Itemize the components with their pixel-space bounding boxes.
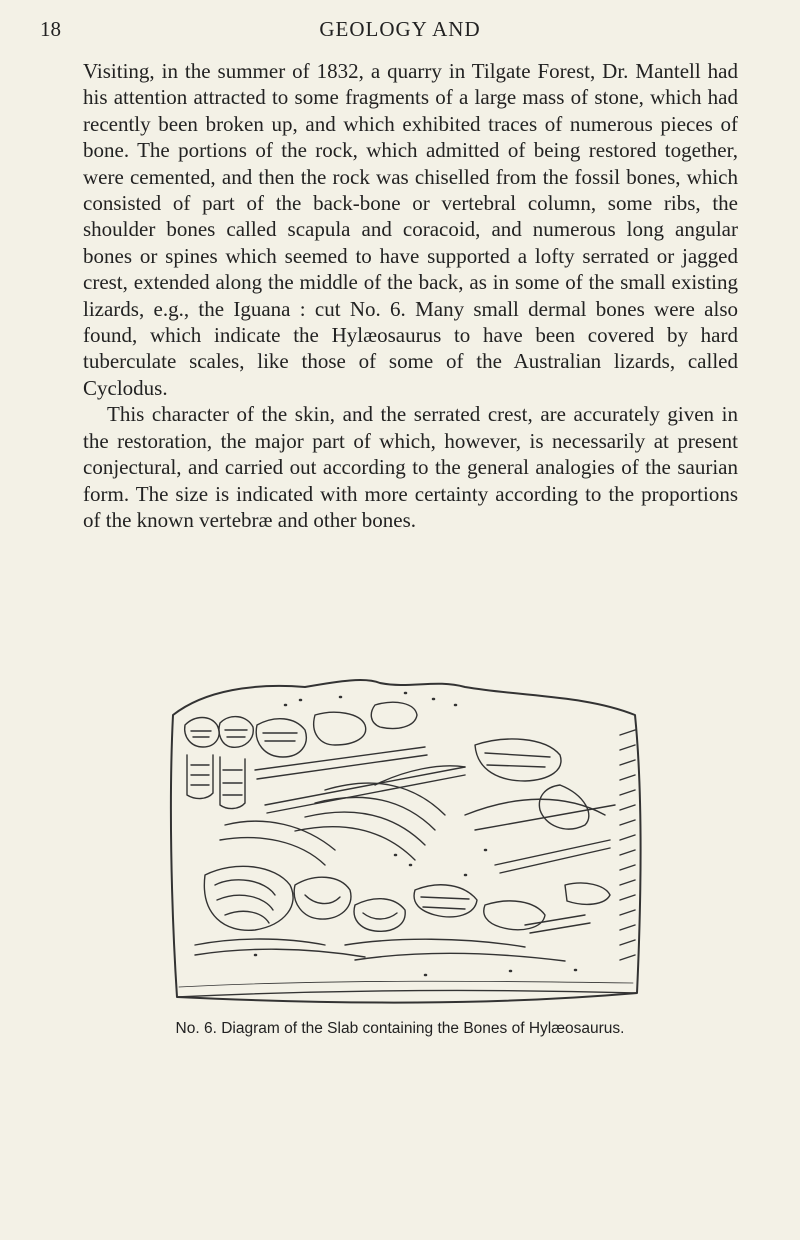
slab-diagram-illustration [165,675,655,1015]
figure-caption: No. 6. Diagram of the Slab containing the Bones of Hylæosaurus. [175,1020,625,1037]
paragraph-1: Visiting, in the summer of 1832, a quarry in Tilgate Forest, Dr. Mantell had his attention attracted to some fragments of a large mass of stone, which had recently been broken up, and which exhibited traces of numerous pieces of bone. The portions of the rock, which admitted of being restored together, were cemented, and then the rock was chiselled from the fossil bones, which consisted of part of the back-bone or vertebral column, some ribs, the shoulder bones called scapula and coracoid, and numerous long angular bones or spines which seemed to have supported a lofty serrated or jagged crest, extended along the middle of the back, as in some of the small existing lizards, e.g., the Iguana : cut No. 6. Many small dermal bones were also found, which indicate the Hylæosaurus to have been covered by hard tuberculate scales, like those of some of the Australian lizards, called Cyclodus. [83,59,738,400]
running-head: GEOLOGY AND [319,17,481,41]
paragraph-2: This character of the skin, and the serrated crest, are accurately given in the restoration, the major part of which, however, is necessarily at present conjectural, and carried out according to the general analogies of the saurian form. The size is indicated with more certainty according to the proportions of the known vertebræ and other bones. [83,402,738,532]
body-text [83,58,738,533]
slab-diagram-figure [165,675,655,1015]
page-number: 18 [40,17,61,41]
